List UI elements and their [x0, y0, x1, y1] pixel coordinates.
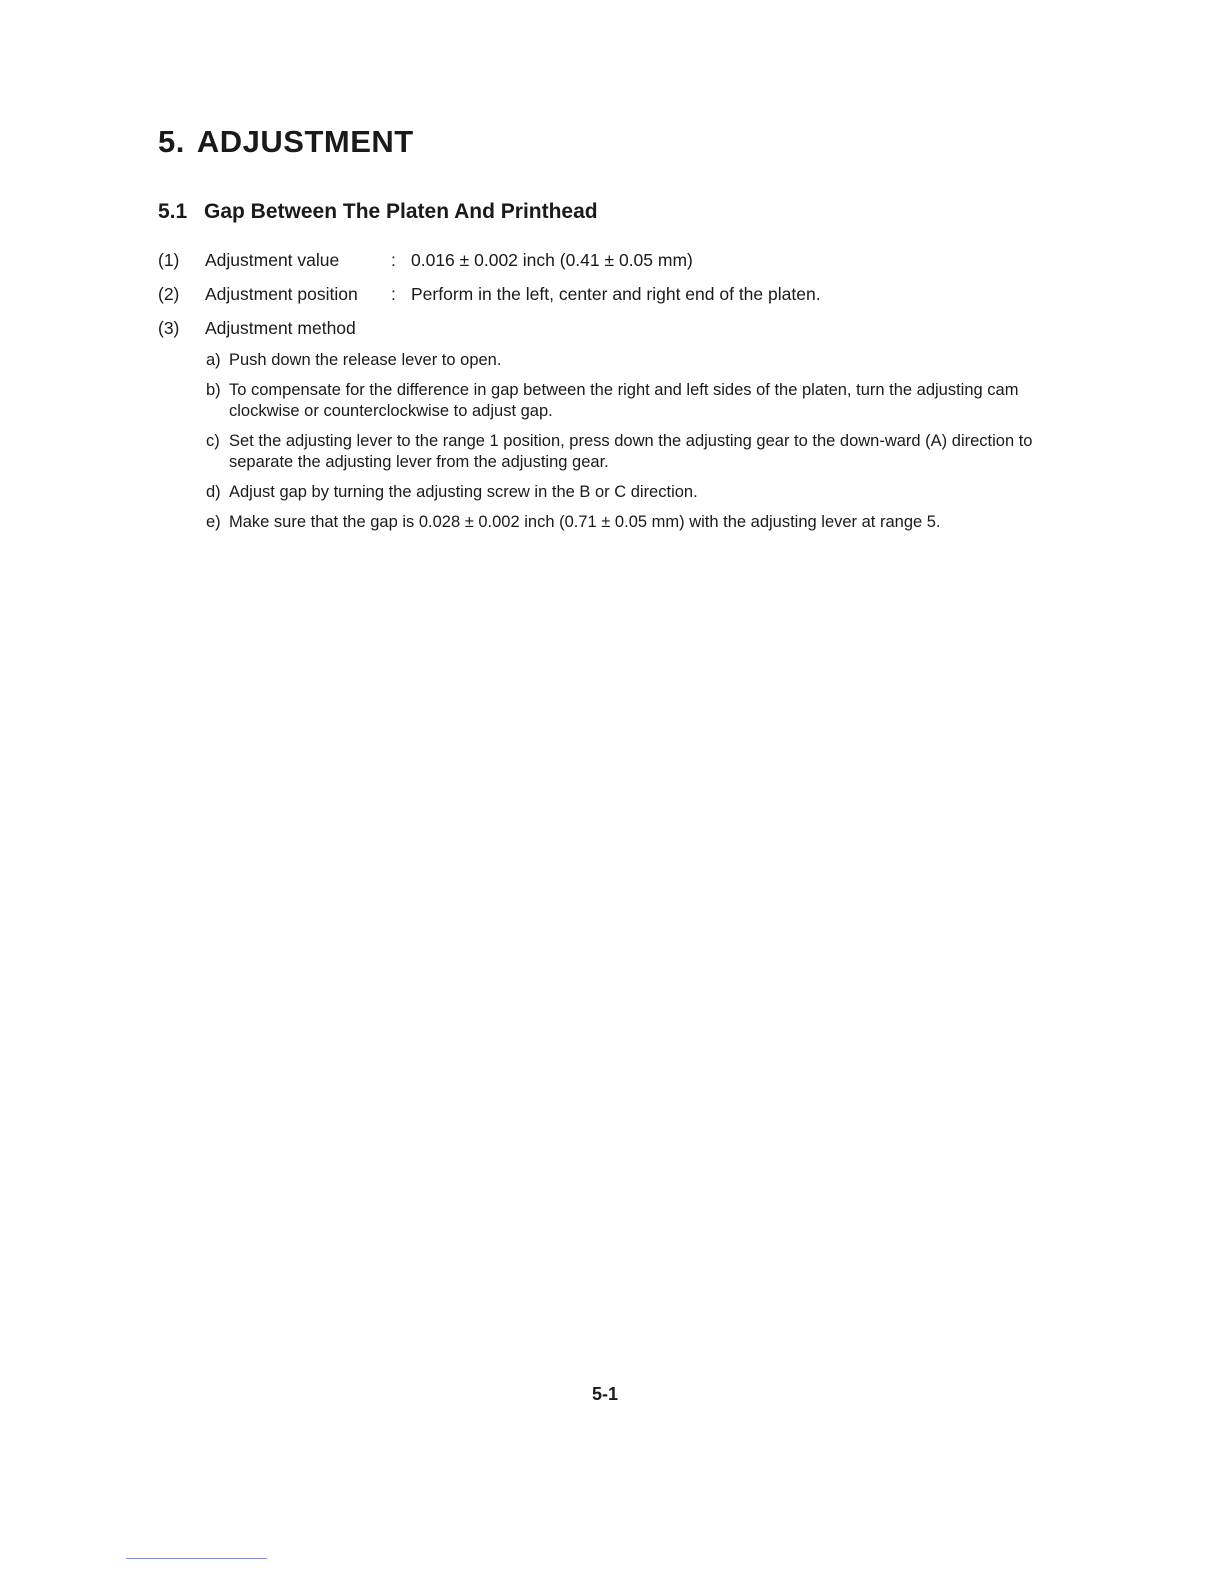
- item-separator: :: [391, 284, 396, 304]
- item-value: 0.016 ± 0.002 inch (0.41 ± 0.05 mm): [411, 250, 693, 270]
- list-item: [206, 482, 1036, 503]
- footer-divider: [126, 1558, 267, 1559]
- chapter-title-text: ADJUSTMENT: [196, 124, 414, 159]
- item-label: Adjustment value: [205, 250, 340, 270]
- section-title: [158, 200, 598, 224]
- section-title-text: Gap Between The Platen And Printhead: [204, 200, 598, 223]
- step-letter: d): [206, 483, 221, 501]
- step-letter: c): [206, 432, 220, 450]
- list-item: [206, 380, 1036, 422]
- item-value: Perform in the left, center and right end of the platen.: [411, 284, 821, 304]
- page-number: 5-1: [591, 1384, 618, 1404]
- list-item: [206, 512, 1036, 533]
- step-letter: e): [206, 513, 221, 531]
- step-text: To compensate for the difference in gap between the right and left sides of the platen, turn the adjusting cam clockwise or counterclockwise to adjust gap.: [229, 381, 1019, 420]
- step-letter: a): [206, 351, 221, 369]
- step-letter: b): [206, 381, 221, 399]
- item-index: (2): [158, 284, 180, 304]
- list-item: [206, 431, 1036, 473]
- section-number: 5.1: [158, 200, 188, 223]
- step-text: Adjust gap by turning the adjusting screw in the B or C direction.: [229, 483, 698, 501]
- item-separator: :: [391, 250, 396, 270]
- list-item: [206, 350, 1036, 371]
- item-label: Adjustment position: [205, 284, 358, 304]
- chapter-title: [158, 124, 414, 160]
- item-label: Adjustment method: [205, 318, 356, 338]
- adjustment-steps-list: [206, 350, 1036, 542]
- step-text: Push down the release lever to open.: [229, 351, 502, 369]
- step-text: Set the adjusting lever to the range 1 position, press down the adjusting gear to the down-ward (A) direction to separate the adjusting lever from the adjusting gear.: [229, 432, 1033, 471]
- chapter-number: 5.: [158, 124, 185, 159]
- item-index: (1): [158, 250, 180, 270]
- step-text: Make sure that the gap is 0.028 ± 0.002 inch (0.71 ± 0.05 mm) with the adjusting lever at range 5.: [229, 513, 941, 531]
- item-index: (3): [158, 318, 180, 338]
